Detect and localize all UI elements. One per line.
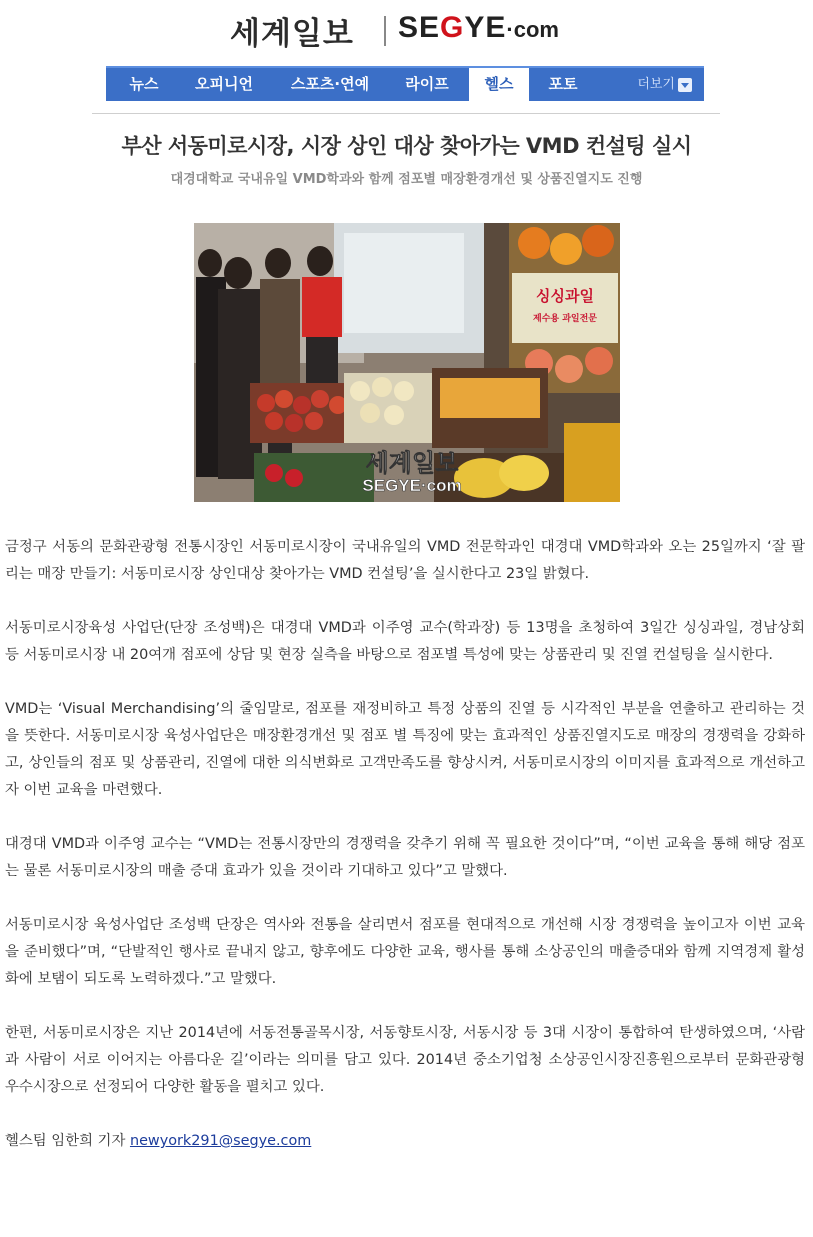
nav-item-photo[interactable]: 포토 [548, 75, 578, 93]
segye-logo-english[interactable] [398, 11, 559, 45]
article-paragraph: 서동미로시장 육성사업단 조성백 단장은 역사와 전통을 살리면서 점포를 현대적으로 개선해 시장 경쟁력을 높이고자 이번 교육을 준비했다”며, “단발적인 행사로 끝내지 않고, 향후에도 다양한 교육, 행사를 통해 소상공인의 매출증대와 함께 지역경제 활성화에 보탬이 되도록 노력하겠다.”고 말했다. [5, 917, 805, 987]
nav-item-health[interactable]: 헬스 [469, 68, 529, 101]
logo-dotcom: ·com [506, 17, 559, 42]
article-byline [5, 1128, 805, 1155]
nav-item-sports[interactable]: 스포츠·연예 [290, 75, 370, 93]
nav-more-label: 더보기 [637, 77, 675, 92]
photo-sign-line1: 싱싱과일 [536, 287, 594, 305]
photo-watermark-english: SEGYE·com [362, 476, 462, 495]
photo-watermark-korean: 세계일보 [365, 449, 459, 477]
nav-item-life[interactable]: 라이프 [405, 75, 449, 93]
logo-se: SE [398, 11, 441, 44]
article-headline: 부산 서동미로시장, 시장 상인 대상 찾아가는 VMD 컨설팅 실시 [121, 134, 692, 158]
nav-item-news[interactable]: 뉴스 [129, 75, 159, 93]
chevron-down-icon [678, 78, 692, 92]
header-divider [92, 113, 720, 114]
segye-logo-korean[interactable]: 세계일보 [230, 16, 354, 52]
article-paragraph: 금정구 서동의 문화관광형 전통시장인 서동미로시장이 국내유일의 VMD 전문학과인 대경대 VMD학과와 오는 25일까지 ‘잘 팔리는 매장 만들기: 서동미로시장 상인대상 찾아가는 VMD 컨설팅’을 실시한다고 23일 밝혔다. [5, 539, 805, 582]
nav-item-opinion[interactable]: 오피니언 [195, 75, 253, 93]
photo-sign-line2: 제수용 과일전문 [533, 314, 597, 324]
article-body [5, 534, 805, 1155]
logo-ye: YE [464, 11, 507, 44]
masthead [0, 6, 813, 50]
nav-more-button[interactable] [637, 68, 692, 101]
article-paragraph: VMD는 ‘Visual Merchandising’의 줄임말로, 점포를 재정비하고 특정 상품의 진열 등 시각적인 부분을 연출하고 관리하는 것을 뜻한다. 서동미로시장 육성사업단은 매장환경개선 및 점포 별 특징에 맞는 효과적인 상품진열지도로 매장의 경쟁력을 강화하고, 상인들의 점포 및 상품관리, 진열에 대한 의식변화로 고객만족도를 향상시켜, 서동미로시장의 이미지를 효과적으로 개선하고자 이번 교육을 마련했다. [5, 701, 805, 798]
article-paragraph: 서동미로시장육성 사업단(단장 조성백)은 대경대 VMD과 이주영 교수(학과장) 등 13명을 초청하여 3일간 싱싱과일, 경남상회 등 서동미로시장 내 20여개 점포에 상담 및 현장 실측을 바탕으로 점포별 특성에 맞는 상품관리 및 진열 컨설팅을 실시한다. [5, 620, 805, 663]
author-email-link[interactable]: newyork291@segye.com [129, 1133, 312, 1149]
article-paragraph: 한편, 서동미로시장은 지난 2014년에 서동전통골목시장, 서동향토시장, 서동시장 등 3대 시장이 통합하여 탄생하였으며, ‘사람과 사람이 서로 이어지는 아름다운 길’이라는 의미를 담고 있다. 2014년 중소기업청 소상공인시장진흥원으로부터 문화관광형 우수시장으로 선정되어 다양한 활동을 펼치고 있다. [5, 1025, 805, 1095]
article-subheadline: 대경대학교 국내유일 VMD학과와 함께 점포별 매장환경개선 및 상품진열지도 진행 [170, 172, 643, 187]
logo-g: G [440, 11, 465, 44]
main-nav [106, 66, 704, 101]
article-paragraph: 대경대 VMD과 이주영 교수는 “VMD는 전통시장만의 경쟁력을 갖추기 위해 꼭 필요한 것이다”며, “이번 교육을 통해 해당 점포는 물론 서동미로시장의 매출 증대 효과가 있을 것이라 기대하고 있다”고 말했다. [5, 836, 805, 879]
logo-divider [384, 16, 386, 46]
article-photo [194, 223, 620, 502]
byline-author: 헬스팀 임한희 기자 [5, 1133, 126, 1149]
